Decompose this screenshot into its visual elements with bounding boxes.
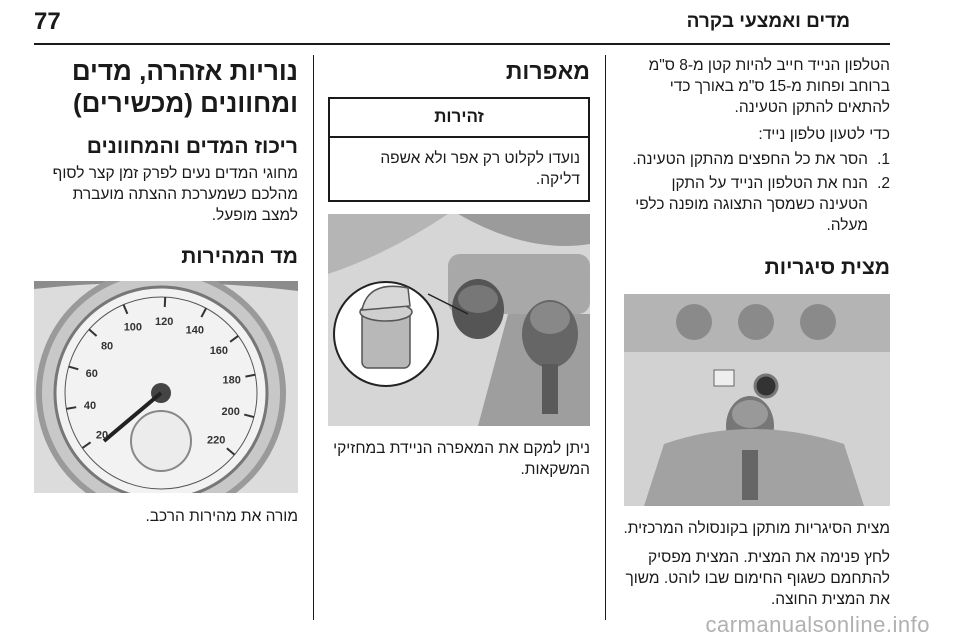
site-watermark: carmanualsonline.info [705, 612, 930, 637]
speedometer-tick-label: 40 [83, 399, 97, 412]
charging-steps-list [620, 149, 890, 236]
cigarette-lighter-photo [624, 294, 890, 506]
speedometer-tick-label: 120 [154, 316, 174, 329]
subsection-title-cigarette-lighter: מצית סיגריות [764, 256, 890, 279]
speedometer-tick-label: 80 [100, 340, 114, 353]
ashtray-caption: ניתן למקם את המאפרה הניידת במחזיקי המשקאות. [333, 440, 590, 478]
speedometer-tick-label: 140 [185, 324, 204, 337]
speedometer-tick-label: 20 [95, 429, 109, 442]
charging-steps-intro: כדי לטעון טלפון נייד: [758, 126, 890, 143]
section-title-warning-lights: נוריות אזהרה, מדים ומחוונים (מכשירים) [71, 56, 298, 118]
speedometer-tick-label: 200 [221, 406, 240, 419]
list-item: 1. הסר את כל החפצים מהתקן הטעינה. [632, 151, 890, 168]
speedometer-tick-label: 60 [85, 368, 98, 381]
column-divider-left [313, 55, 314, 620]
lighter-location-text: מצית הסיגריות מותקן בקונסולה המרכזית. [623, 520, 890, 537]
speedometer-tick-label: 100 [123, 321, 143, 334]
speedometer-illustration [34, 281, 298, 493]
speedometer-tick-label: 180 [222, 374, 241, 387]
ashtray-illustration [328, 214, 590, 426]
subsection-title-speedometer: מד המהירות [181, 245, 298, 268]
caution-title: זהירות [330, 99, 588, 138]
ashtray-photo [328, 214, 590, 426]
right-column [620, 55, 890, 610]
speedometer-tick-label: 160 [209, 345, 229, 358]
middle-column [328, 55, 590, 480]
page-header [34, 8, 890, 38]
subsection-title-gauges: ריכוז המדים והמחוונים [86, 135, 298, 158]
left-column [34, 55, 298, 527]
gauges-intro-text: מחוגי המדים נעים לפרק זמן קצר לסוף מהלכם כשמערכת ההצתה מועברת למצב מופעל. [52, 165, 298, 224]
running-title: מדים ואמצעי בקרה [686, 11, 850, 32]
phone-size-text: הטלפון הנייד חייב להיות קטן מ-8 ס"מ ברוחב ופחות מ-15 ס"מ באורך כדי להתאים להתקן הטעינה. [648, 57, 890, 116]
page-number: 77 [34, 8, 61, 35]
speedometer-photo [34, 281, 298, 493]
lighter-illustration [624, 294, 890, 506]
section-title-ashtrays: מאפרות [505, 58, 590, 84]
caution-text: נועדו לקלוט רק אפר ולא אשפה דליקה. [380, 150, 580, 188]
speedometer-caption: מורה את מהירות הרכב. [145, 508, 298, 525]
speedometer-tick-label: 220 [206, 434, 226, 447]
header-rule [34, 43, 890, 45]
list-item: 2. הנח את הטלפון הנייד על התקן הטעינה כשמסך התצוגה מופנה כלפי מעלה. [635, 175, 890, 234]
caution-box [328, 97, 590, 202]
column-divider-right [605, 55, 606, 620]
lighter-usage-text: לחץ פנימה את המצית. המצית מפסיק להתחמם כשגוף החימום שבו לוהט. משוך את המצית החוצה. [625, 549, 890, 608]
